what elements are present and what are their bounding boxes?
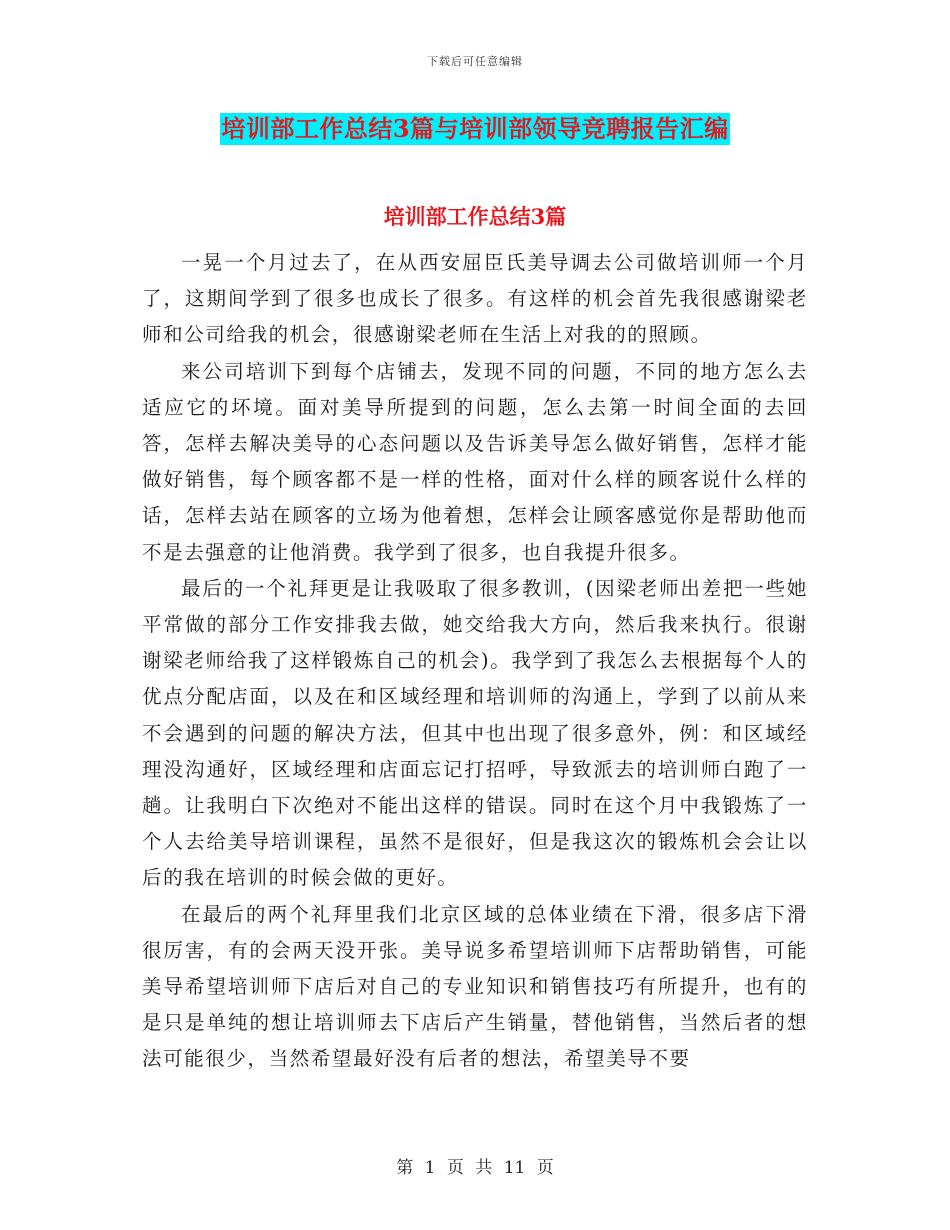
paragraph-2: 来公司培训下到每个店铺去，发现不同的问题，不同的地方怎么去适应它的坏境。面对美导所提到的问题，怎么去第一时间全面的去回答，怎样去解决美导的心态问题以及告诉美导怎么做好销售，怎样才能做好销售，每个顾客都不是一样的性格，面对什么样的顾客说什么样的话，怎样去站在顾客的立场为他着想，怎样会让顾客感觉你是帮助他而不是去强意的让他消费。我学到了很多，也自我提升很多。 [142, 359, 808, 564]
paragraph-3: 最后的一个礼拜更是让我吸取了很多教训，(因梁老师出差把一些她平常做的部分工作安排我去做，她交给我大方向，然后我来执行。很谢谢梁老师给我了这样锻炼自己的机会)。我学到了我怎么去根据每个人的优点分配店面，以及在和区域经理和培训师的沟通上，学到了以前从来不会遇到的问题的解决方法，但其中也出现了很多意外，例：和区域经理没沟通好，区域经理和店面忘记打招呼，导致派去的培训师白跑了一趟。让我明白下次绝对不能出这样的错误。同时在这个月中我锻炼了一个人去给美导培训课程，虽然不是很好，但是我这次的锻炼机会会让以后的我在培训的时候会做的更好。 [142, 576, 808, 890]
page-footer: 第 1 页 共 11 页 [396, 1158, 554, 1178]
paragraph-4: 在最后的两个礼拜里我们北京区域的总体业绩在下滑，很多店下滑很厉害，有的会两天没开张。美导说多希望培训师下店帮助销售，可能美导希望培训师下店后对自己的专业知识和销售技巧有所提升，也有的是只是单纯的想让培训师去下店后产生销量，替他销售，当然后者的想法可能很少，当然希望最好没有后者的想法，希望美导不要 [142, 902, 808, 1071]
body-text [142, 245, 808, 1078]
document-title-container [0, 113, 950, 145]
document-title: 培训部工作总结3篇与培训部领导竞聘报告汇编 [221, 114, 729, 143]
paragraph-1: 一晃一个月过去了，在从西安屈臣氏美导调去公司做培训师一个月了，这期间学到了很多也成长了很多。有这样的机会首先我很感谢梁老师和公司给我的机会，很感谢梁老师在生活上对我的的照顾。 [142, 251, 808, 347]
header-note: 下载后可任意编辑 [427, 55, 523, 68]
section-title: 培训部工作总结3篇 [383, 204, 567, 229]
